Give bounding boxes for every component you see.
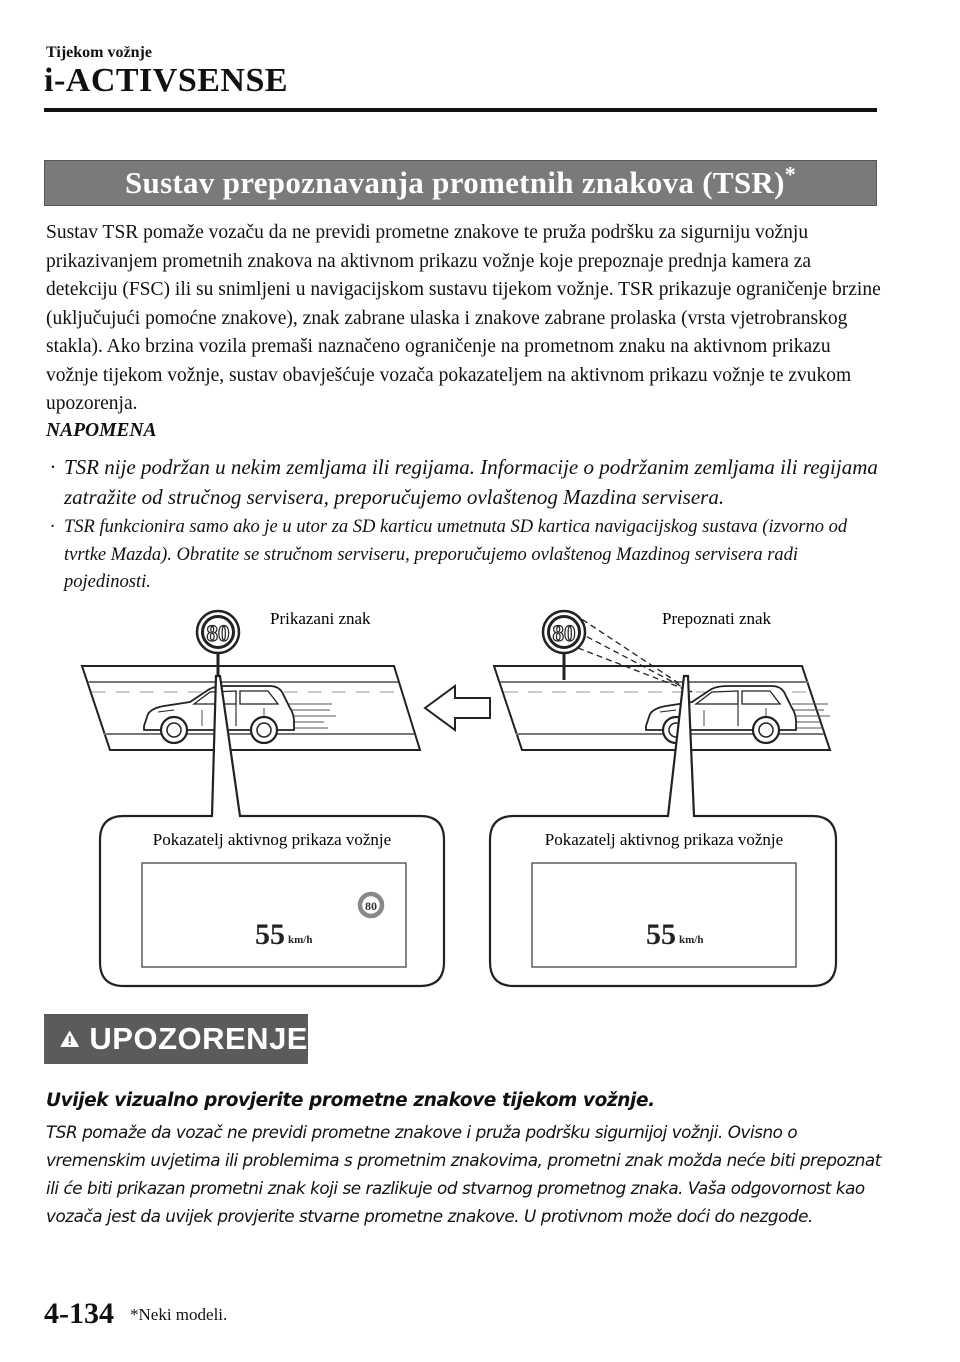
note-item-text: TSR nije podržan u nekim zemljama ili regijama. Informacije o podržanim zemljama ili regijama zatražite od stručnog servisera, preporučujemo ovlaštenog Mazdina servisera. — [64, 455, 878, 509]
note-item — [46, 452, 882, 512]
warning-badge — [44, 1014, 308, 1064]
left-scene-label: Prikazani znak — [270, 609, 371, 628]
section-heading: Tijekom vožnje — [46, 44, 152, 61]
section-title-bar — [44, 160, 877, 206]
bullet-icon: · — [50, 517, 55, 537]
tsr-diagram — [80, 600, 850, 1000]
right-panel-label: Pokazatelj aktivnog prikaza vožnje — [544, 830, 784, 849]
header-divider — [44, 108, 877, 112]
left-panel-label: Pokazatelj aktivnog prikaza vožnje — [152, 830, 392, 849]
right-scene-label: Prepoznati znak — [662, 609, 772, 628]
footnote: *Neki modeli. — [130, 1305, 228, 1324]
section-title-text: Sustav prepoznavanja prometnih znakova (TSR) — [124, 165, 785, 200]
right-display-screen — [532, 863, 796, 967]
left-speed-unit: km/h — [288, 934, 313, 946]
right-speed-value: 55 — [646, 918, 676, 951]
note-item — [46, 514, 882, 597]
note-item-text: TSR funkcionira samo ako je u utor za SD karticu umetnuta SD kartica navigacijskog sustava (izvorno od tvrtke Mazda). Obratite se stručnom serviseru, preporučujemo ovlaštenog Mazdinog servisera radi pojedinosti. — [64, 517, 848, 592]
sign-right-value: 80 — [552, 621, 576, 646]
note-title: NAPOMENA — [46, 420, 157, 441]
sign-left-value: 80 — [206, 621, 230, 646]
note-list — [46, 452, 882, 597]
left-display-sign-value: 80 — [365, 899, 377, 913]
warning-body: TSR pomaže da vozač ne previdi prometne znakove i pruža podršku sigurnijoj vožnji. Ovisno o vremenskim uvjetima ili problemima s prometnim znakovima, prometni znak možda neće biti prepoznat ili će biti prikazan prometni znak koji se razlikuje od stvarnog prometnog znaka. Vaša odgovornost kao vozača jest da uvijek provjerite stvarne prometne znakove. U protivnom može doći do nezgode. — [46, 1122, 881, 1226]
bullet-icon: · — [50, 455, 56, 479]
section-title — [124, 161, 797, 201]
warning-triangle-icon — [60, 1024, 79, 1054]
warning-label: UPOZORENJE — [89, 1021, 308, 1056]
page-number: 4-134 — [44, 1297, 114, 1330]
chapter-heading: i-ACTIVSENSE — [44, 62, 289, 99]
left-speed-value: 55 — [255, 918, 285, 951]
left-arrow-icon — [425, 686, 490, 730]
model-availability-marker: * — [784, 161, 797, 187]
right-speed-unit: km/h — [679, 934, 704, 946]
warning-heading: Uvijek vizualno provjerite prometne znakove tijekom vožnje. — [46, 1090, 655, 1111]
intro-paragraph: Sustav TSR pomaže vozaču da ne previdi prometne znakove te pruža podršku za sigurniju vožnju prikazivanjem prometnih znakova na aktivnom prikazu vožnje koje prepoznaje prednja kamera za detekciju (FSC) ili su snimljeni u navigacijskom sustavu tijekom vožnje. TSR prikazuje ograničenje brzine (uključujući pomoćne znakove), znak zabrane ulaska i znakove zabrane prolaska (vrsta vjetrobranskog stakla). Ako brzina vozila premaši naznačeno ograničenje na prometnom znaku na aktivnom prikazu vožnje tijekom vožnje, sustav obavješćuje vozača pokazateljem na aktivnom prikazu vožnje te zvukom upozorenja. — [46, 222, 881, 414]
